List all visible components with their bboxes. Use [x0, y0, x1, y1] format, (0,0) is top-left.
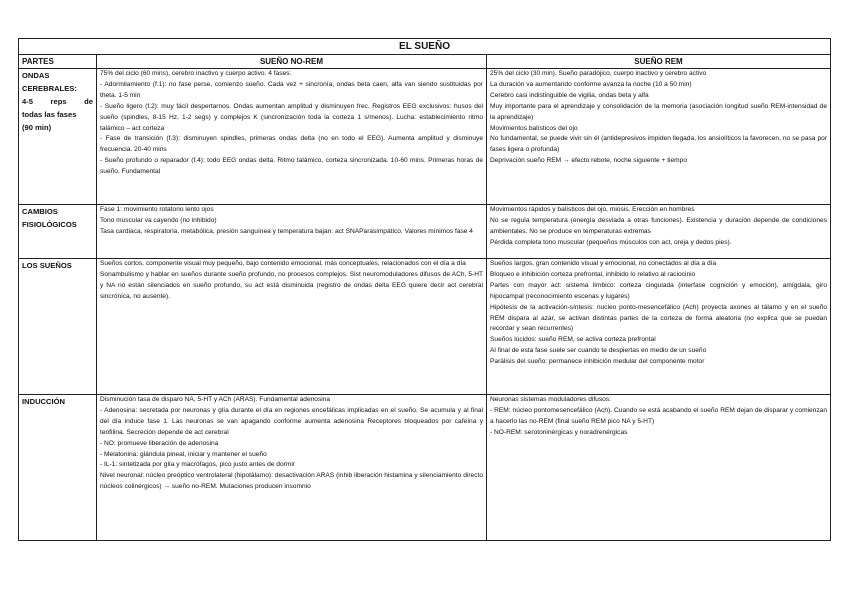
paragraph: - NO-REM: serotoninérgicas y noradrenérgicas	[490, 428, 628, 436]
paragraph: No fundamental, se puede vivir sin él (antidepresivos impiden llegada, los ansiolíticos la favorecen, no se pasa por fases ligera o profunda)	[490, 135, 827, 154]
paragraph: Movimientos rápidos y balísticos del ojo, miosis. Erección en hombres	[490, 206, 695, 213]
row-suenos	[19, 259, 831, 395]
paragraph: Sueños lúcidos: sueño REM, se activa corteza prefrontal	[490, 336, 656, 344]
label-line: CEREBRALES:	[22, 84, 77, 93]
paragraph: - Sueño profundo o reparador (f.4): todo EEG ondas delta. Ritmo talámico, corteza sincronizada. 10-60 mins. Primeras horas de sueño. Fundamental	[100, 157, 483, 176]
label-line: (90 min)	[22, 123, 52, 132]
label-line: 4-5 reps de	[22, 97, 93, 106]
row-ondas	[19, 69, 831, 205]
sleep-table	[18, 38, 831, 541]
paragraph: - Sueño ligero (f.2): muy fácil despertarnos. Ondas aumentan amplitud y disminuyen frec. Registros EEG exclusivos: husos del sueño (spindles, 8-15 Hz, 1-2 segs) y complejos K (sincronización toda la corteza 1 s/menos). Lucha: establecimiento ritmo talámico – act corteza	[100, 102, 483, 132]
label-line: CAMBIOS	[22, 207, 58, 216]
cell-rem	[487, 259, 831, 395]
paragraph: 75% del ciclo (60 mins), cerebro inactivo y cuerpo activo. 4 fases:	[100, 70, 292, 77]
paragraph: Partes con mayor act: sistema límbico: corteza cingulada (interfase cognición y emoción), amígdala, giro hipocampal (reconocimiento escenas y lugares)	[490, 281, 827, 300]
label-line: ONDAS	[22, 71, 50, 80]
paragraph: Tono muscular va cayendo (no inhibido)	[100, 216, 217, 224]
paragraph: Neuronas sistemas moduladores difusos:	[490, 396, 611, 403]
paragraph: - NO: promueve liberación de adenosina	[100, 439, 219, 447]
label-line: FISIOLÓGICOS	[22, 220, 77, 229]
cell-nrem	[97, 69, 487, 205]
row-label	[19, 395, 97, 541]
paragraph: 25% del ciclo (30 min). Sueño paradójico, cuerpo inactivo y cerebro activo	[490, 70, 707, 77]
paragraph: Muy importante para el aprendizaje y consolidación de la memoria (asociación longitud sueño REM-intensidad de la aprendizaje)	[490, 102, 827, 121]
label-line: LOS SUEÑOS	[22, 261, 72, 270]
label-line: INDUCCIÓN	[22, 397, 66, 406]
paragraph: - Melatonina: glándula pineal, iniciar y mantener el sueño	[100, 450, 267, 458]
paragraph: - Adenosina: secretada por neuronas y glía durante el día en regiones encefálicas implicadas en el sueño. Se acumula y al final del día induce fase 1. Las neuronas se van apagando conforme aumenta adenosina Receptores bloqueados por cafeína y teofilina. Secreción depende de act cerebral	[100, 406, 483, 436]
row-induccion	[19, 395, 831, 541]
label-line: todas las fases	[22, 110, 77, 119]
paragraph: Deprivación sueño REM → efecto rebote, noche siguiente + tiempo	[490, 157, 688, 165]
paragraph: - REM: núcleo pontomesencefálico (Ach). Cuando se está acabando el sueño REM dejan de disparar y comienzan a hacerlo las no-REM (final sueño REM pico NA y 5-HT)	[490, 406, 827, 425]
header-rem: SUEÑO REM	[487, 55, 831, 69]
header-row	[19, 55, 831, 69]
cell-rem	[487, 69, 831, 205]
row-label	[19, 259, 97, 395]
paragraph: Sonambulismo y hablar en sueños durante sueño profundo, no procesos complejos. Sist neuromoduladores difusos de ACh, 5-HT y NA no están silenciados en sueño profundo, su act está disminuida (registro de ondas delta EEG quiere decir act cerebral sincrónica, no ausente).	[100, 270, 483, 300]
row-label	[19, 205, 97, 259]
paragraph: Al final de esta fase suele ser cuando te despiertas en medio de un sueño	[490, 347, 707, 355]
table-title: EL SUEÑO	[19, 39, 831, 55]
header-nrem: SUEÑO NO-REM	[97, 55, 487, 69]
paragraph: Cerebro casi indistinguible de vigilia, ondas beta y alfa	[490, 91, 649, 99]
paragraph: No se regula temperatura (energía desviada a otras funciones). Existencia y duración depende de condiciones ambientales. No se produce en temperaturas extremas	[490, 216, 827, 235]
paragraph: Movimientos balísticos del ojo	[490, 124, 578, 132]
paragraph: La duración va aumentando conforme avanza la noche (10 a 50 min)	[490, 80, 692, 88]
document-page	[18, 38, 830, 541]
paragraph: Nivel neuronal: núcleo preóptico ventrolateral (hipotálamo): desactivación ARAS (inhib liberación histamina y silenciamiento directo núcleos colinérgicos) → sueño no-REM. Mutaciones producen insomnio	[100, 472, 483, 491]
header-parts: PARTES	[19, 55, 97, 69]
paragraph: Fase 1: movimiento rotatorio lento ojos	[100, 206, 214, 213]
paragraph: Sueños largos, gran contenido visual y emocional, no conectados al día a día	[490, 260, 717, 267]
cell-nrem	[97, 205, 487, 259]
paragraph: Tasa cardiaca, respiratoria, metabólica, presión sanguínea y temperatura bajan: act SNAParasimpático. Valores mínimos fase 4	[100, 227, 473, 235]
paragraph: - Adormilamiento (f.1): no fase perse, comienzo sueño. Cada vez + sincronía, ondas beta caen, alfa van siendo sustituidas por theta. 1-5 min	[100, 80, 483, 99]
cell-nrem	[97, 259, 487, 395]
paragraph: Bloqueo e inhibición corteza prefrontal, inhibido lo relativo al raciocinio	[490, 270, 696, 278]
row-label	[19, 69, 97, 205]
paragraph: Hipótesis de la activación-síntesis: nucleo ponto-mesencefálico (Ach) proyecta axones al tálamo y en el sueño REM dispara al azar, se activan distintas partes de la corteza de forma aleatoria (no explica que se puedan recordar y sean recurrentes)	[490, 303, 827, 333]
paragraph: Disminución tasa de disparo NA, 5-HT y ACh (ARAS). Fundamental adenosina	[100, 396, 331, 403]
paragraph: - Fase de transición (f.3): disminuyen spindles, primeras ondas delta (no en todo el EEG). Aumenta amplitud y disminuye frecuencia. 20-40 mins	[100, 135, 483, 154]
paragraph: Sueños cortos, componente visual muy pequeño, bajo contenido emocional, más conceptuales, relacionados con el día a día	[100, 260, 466, 267]
paragraph: Parálisis del sueño: permanece inhibición medular del componente motor	[490, 358, 705, 366]
paragraph: Pérdida completa tono muscular (pequeños músculos con act, oreja y dedos pies).	[490, 238, 732, 246]
row-cambios	[19, 205, 831, 259]
cell-rem	[487, 395, 831, 541]
cell-rem	[487, 205, 831, 259]
cell-nrem	[97, 395, 487, 541]
title-row	[19, 39, 831, 55]
paragraph: - IL-1: sintetizada por glía y macrófagos, pico justo antes de dormir	[100, 461, 295, 469]
